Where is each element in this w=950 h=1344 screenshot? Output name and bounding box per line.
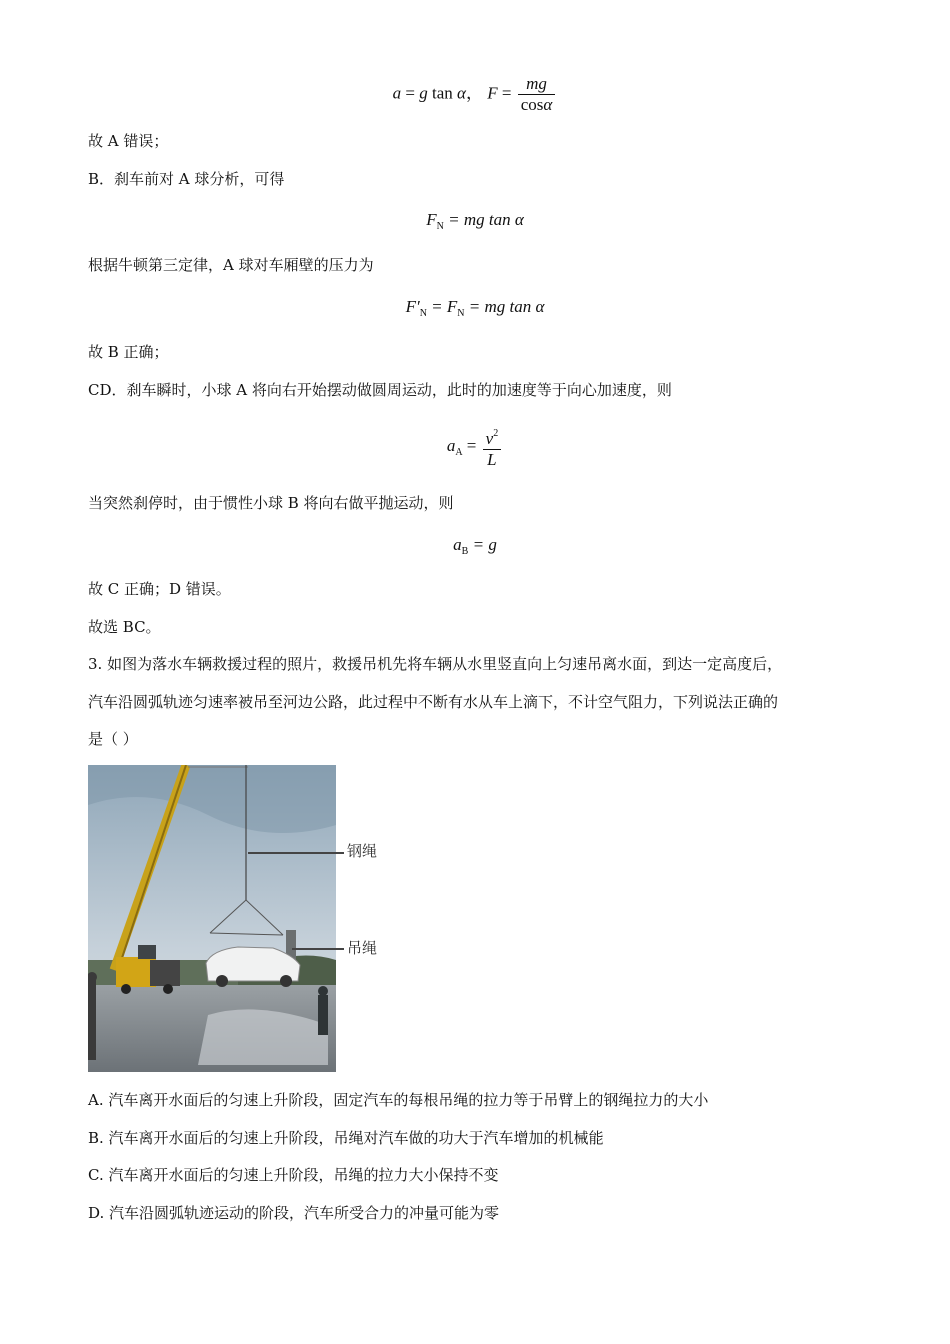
text-line: 当突然刹停时，由于惯性小球 B 将向右做平抛运动，则 xyxy=(88,494,454,512)
formula-symbol: α xyxy=(543,95,553,114)
formula-symbol: a xyxy=(446,435,456,455)
formula-symbol: F xyxy=(426,210,437,229)
hanging-rope-label: 吊绳 xyxy=(347,939,378,957)
formula-acceleration-tension xyxy=(0,74,950,115)
formula-symbol: a xyxy=(453,535,462,554)
text-line: 根据牛顿第三定律，A 球对车厢壁的压力为 xyxy=(88,256,374,274)
formula-symbol: = xyxy=(401,83,420,103)
formula-symbol: F xyxy=(487,83,498,103)
text-line: B．刹车前对 A 球分析，可得 xyxy=(88,170,285,188)
question-3-line: 是（ ） xyxy=(88,730,138,748)
text-line: 故选 BC。 xyxy=(88,618,161,636)
formula-subscript: N xyxy=(436,221,444,232)
text-line: 故 B 正确； xyxy=(88,343,169,361)
question-3-line: 3. 如图为落水车辆救援过程的照片，救援吊机先将车辆从水里竖直向上匀速吊离水面，到达一定高度后， xyxy=(88,655,783,673)
hanging-rope-pointer xyxy=(292,948,344,950)
formula-symbol: = xyxy=(462,435,481,455)
formula-symbol: F′ xyxy=(405,297,420,316)
fraction-denominator xyxy=(518,95,556,115)
text-line: 故 A 错误； xyxy=(88,132,169,150)
formula-superscript: 2 xyxy=(493,428,499,439)
formula-symbol: g xyxy=(419,83,428,103)
fraction-numerator xyxy=(483,424,502,450)
option-a: A. 汽车离开水面后的匀速上升阶段，固定汽车的每根吊绳的拉力等于吊臂上的钢绳拉力的大小 xyxy=(88,1091,709,1109)
text-line: 故 C 正确；D 错误。 xyxy=(88,580,231,598)
fraction xyxy=(483,424,502,470)
formula-symbol: a xyxy=(392,83,402,103)
formula-symbol: α xyxy=(457,83,466,103)
formula-subscript: B xyxy=(461,546,469,557)
formula-symbol: = xyxy=(497,83,516,103)
formula-gravity xyxy=(0,535,950,557)
steel-rope-pointer xyxy=(248,852,344,854)
option-c: C. 汽车离开水面后的匀速上升阶段，吊绳的拉力大小保持不变 xyxy=(88,1166,499,1184)
formula-symbol: = g xyxy=(468,535,497,554)
question-3-line: 汽车沿圆弧轨迹匀速率被吊至河边公路，此过程中不断有水从车上滴下，不计空气阻力，下列说法正确的 xyxy=(88,693,779,711)
rescue-photo xyxy=(88,765,336,1072)
formula-third-law xyxy=(0,297,950,319)
formula-subscript: N xyxy=(419,308,427,319)
text-line: CD．刹车瞬时，小球 A 将向右开始摆动做圆周运动，此时的加速度等于向心加速度，则 xyxy=(88,381,672,399)
formula-symbol: = mg tan α xyxy=(443,210,524,229)
option-d: D. 汽车沿圆弧轨迹运动的阶段，汽车所受合力的冲量可能为零 xyxy=(88,1204,500,1222)
option-b: B. 汽车离开水面后的匀速上升阶段，吊绳对汽车做的功大于汽车增加的机械能 xyxy=(88,1129,604,1147)
formula-subscript: A xyxy=(455,446,463,458)
formula-normal-force xyxy=(0,210,950,232)
formula-subscript: N xyxy=(457,308,465,319)
fraction xyxy=(518,74,556,115)
steel-rope-label: 钢绳 xyxy=(347,842,378,860)
formula-symbol: ， xyxy=(465,83,488,103)
formula-symbol: = F xyxy=(426,297,458,316)
formula-symbol: = mg tan α xyxy=(464,297,545,316)
formula-symbol: v xyxy=(485,429,494,448)
fraction-denominator: L xyxy=(487,450,497,469)
fraction-numerator: mg xyxy=(518,74,556,95)
formula-centripetal xyxy=(0,424,950,470)
formula-symbol: tan xyxy=(427,83,458,103)
formula-symbol: cos xyxy=(520,95,544,114)
rescue-photo-illustration xyxy=(88,765,336,1072)
